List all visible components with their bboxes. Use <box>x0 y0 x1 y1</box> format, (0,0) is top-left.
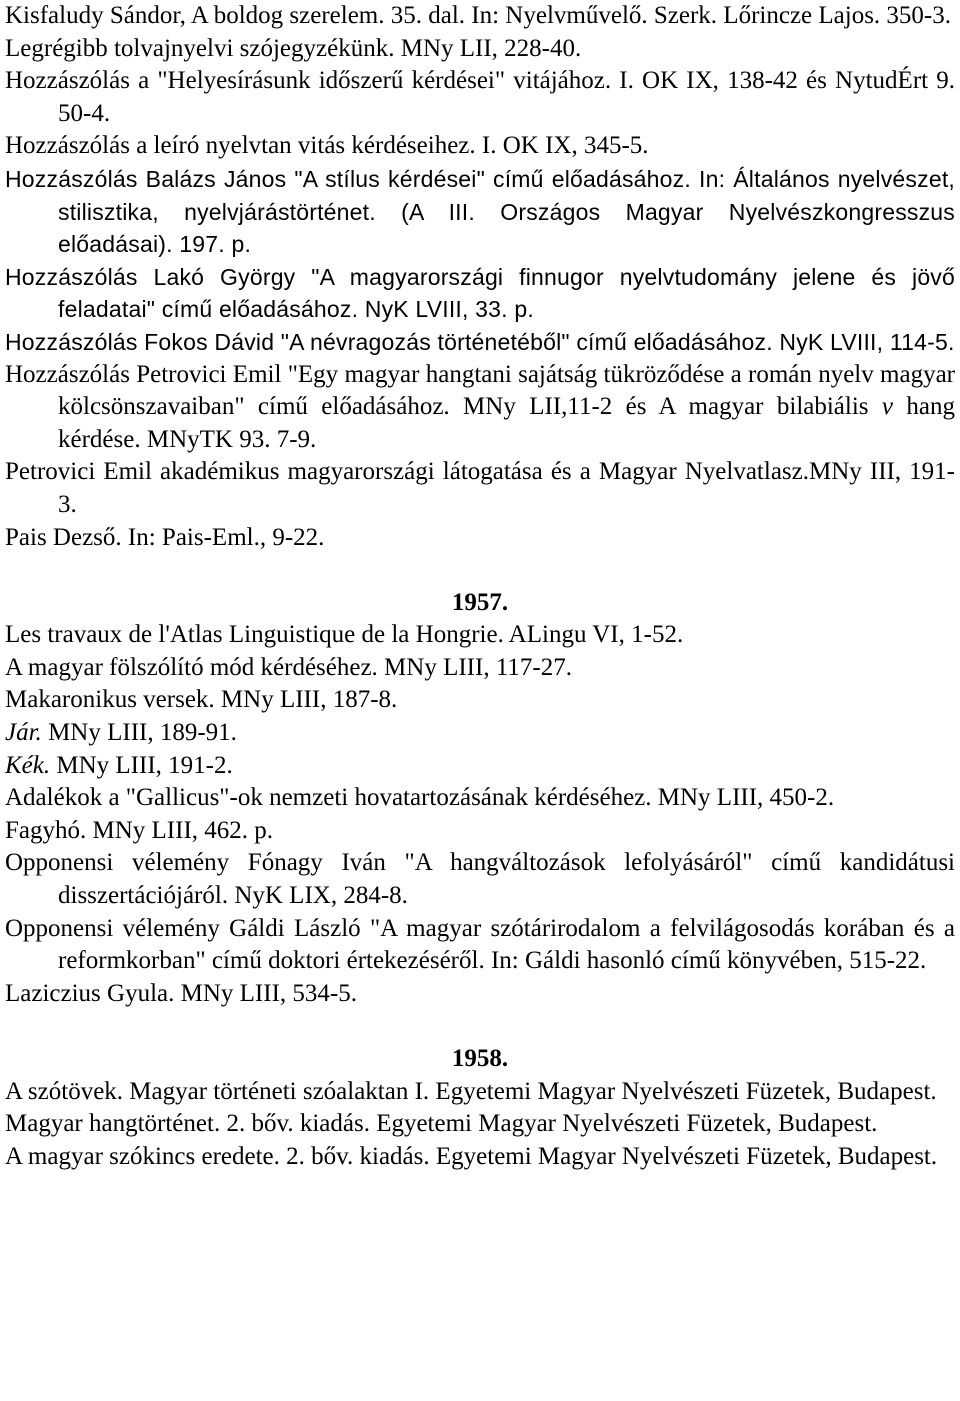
entry-text: Makaronikus versek. MNy LIII, 187-8. <box>5 686 398 714</box>
section-spacer <box>5 554 955 587</box>
entry-text: Adalékok a "Gallicus"-ok nemzeti hovatartozásának kérdéséhez. MNy LIII, 450-2. <box>5 784 835 812</box>
bibliography-entry <box>5 913 955 978</box>
entry-text: hang kérdése. MNyTK 93. 7-9. <box>58 393 955 453</box>
entry-text: Hozzászólás Lakó György "A magyarországi finnugor nyelvtudomány jelene és jövő feladatai" című előadásához. NyK LVIII, 33. p. <box>5 263 955 323</box>
entry-text: Les travaux de l'Atlas Linguistique de la Hongrie. ALingu VI, 1-52. <box>5 621 684 649</box>
bibliography-entry <box>5 0 955 33</box>
bibliography-entry <box>5 1076 955 1109</box>
bibliography-entry <box>5 456 955 521</box>
bibliography-entry <box>5 326 955 359</box>
bibliography-entry <box>5 815 955 848</box>
bibliography-page <box>5 0 955 1173</box>
bibliography-entry <box>5 522 955 555</box>
entry-text: Opponensi vélemény Gáldi László "A magyar szótárirodalom a felvilágosodás korában és a reformkorban" című doktori értekezéséről. In: Gáldi hasonló című könyvében, 515-22. <box>5 914 955 975</box>
bibliography-entry <box>5 978 955 1011</box>
entry-text: Hozzászólás a leíró nyelvtan vitás kérdéseihez. I. OK IX, 345-5. <box>5 132 649 160</box>
bibliography-entry <box>5 782 955 815</box>
italic-text: Jár. <box>5 719 42 747</box>
entry-text: Fagyhó. MNy LIII, 462. p. <box>5 816 274 844</box>
bibliography-entry <box>5 847 955 912</box>
entry-text: Legrégibb tolvajnyelvi szójegyzékünk. MNy LII, 228-40. <box>5 34 582 62</box>
bibliography-entry <box>5 652 955 685</box>
entry-text: MNy LIII, 189-91. <box>41 719 237 747</box>
bibliography-entry <box>5 619 955 652</box>
bibliography-entry <box>5 1108 955 1141</box>
entry-text: A magyar szókincs eredete. 2. bőv. kiadás. Egyetemi Magyar Nyelvészeti Füzetek, Budapest. <box>5 1142 938 1170</box>
entry-text: Hozzászólás Balázs János "A stílus kérdései" című előadásához. In: Általános nyelvészet, stilisztika, nyelvjárástörténet. (A III. Országos Magyar Nyelvészkongresszus előadásai). 197. p. <box>5 165 955 258</box>
entry-text: A szótövek. Magyar történeti szóalaktan I. Egyetemi Magyar Nyelvészeti Füzetek, Budapest. <box>5 1077 937 1105</box>
entry-text: Opponensi vélemény Fónagy Iván "A hangváltozások lefolyásáról" című kandidátusi disszertációjáról. NyK LIX, 284-8. <box>5 849 955 910</box>
entry-text: Kisfaludy Sándor, A boldog szerelem. 35. dal. In: Nyelvművelő. Szerk. Lőrincze Lajos. 350-3. <box>5 2 952 29</box>
bibliography-entry <box>5 163 955 261</box>
bibliography-entry <box>5 717 955 750</box>
bibliography-entry <box>5 130 955 163</box>
entry-text: Pais Dezső. In: Pais-Eml., 9-22. <box>5 523 325 551</box>
section-spacer <box>5 1010 955 1043</box>
italic-text: v <box>881 393 894 421</box>
entry-text: Hozzászólás Petrovici Emil "Egy magyar hangtani sajátság tükröződése a román nyelv magyar kölcsönszavaiban" című előadásához. MNy LII,11-2 és A magyar bilabiális <box>5 360 955 421</box>
entry-text: Laziczius Gyula. MNy LIII, 534-5. <box>5 979 357 1007</box>
bibliography-entry <box>5 750 955 783</box>
bibliography-entry <box>5 65 955 130</box>
bibliography-entry <box>5 33 955 66</box>
bibliography-entry <box>5 261 955 326</box>
entry-text: Petrovici Emil akadémikus magyarországi látogatása és a Magyar Nyelvatlasz.MNy III, 191-3. <box>5 458 955 518</box>
entry-text: Magyar hangtörténet. 2. bőv. kiadás. Egyetemi Magyar Nyelvészeti Füzetek, Budapest. <box>5 1110 878 1138</box>
bibliography-entry <box>5 1141 955 1174</box>
bibliography-entry <box>5 684 955 717</box>
entry-text: A magyar fölszólító mód kérdéséhez. MNy LIII, 117-27. <box>5 653 572 681</box>
italic-text: Kék. <box>5 751 51 779</box>
entry-text: MNy LIII, 191-2. <box>50 751 233 779</box>
year-heading: 1957. <box>451 588 509 616</box>
year-heading: 1958. <box>451 1045 509 1072</box>
entry-text: Hozzászólás a "Helyesírásunk időszerű kérdései" vitájához. I. OK IX, 138-42 és NytudÉrt 9. 50-4. <box>5 67 955 127</box>
bibliography-entry <box>5 359 955 457</box>
entry-text: Hozzászólás Fokos Dávid "A névragozás történetéből" című előadásához. NyK LVIII, 114-5. <box>5 328 955 355</box>
